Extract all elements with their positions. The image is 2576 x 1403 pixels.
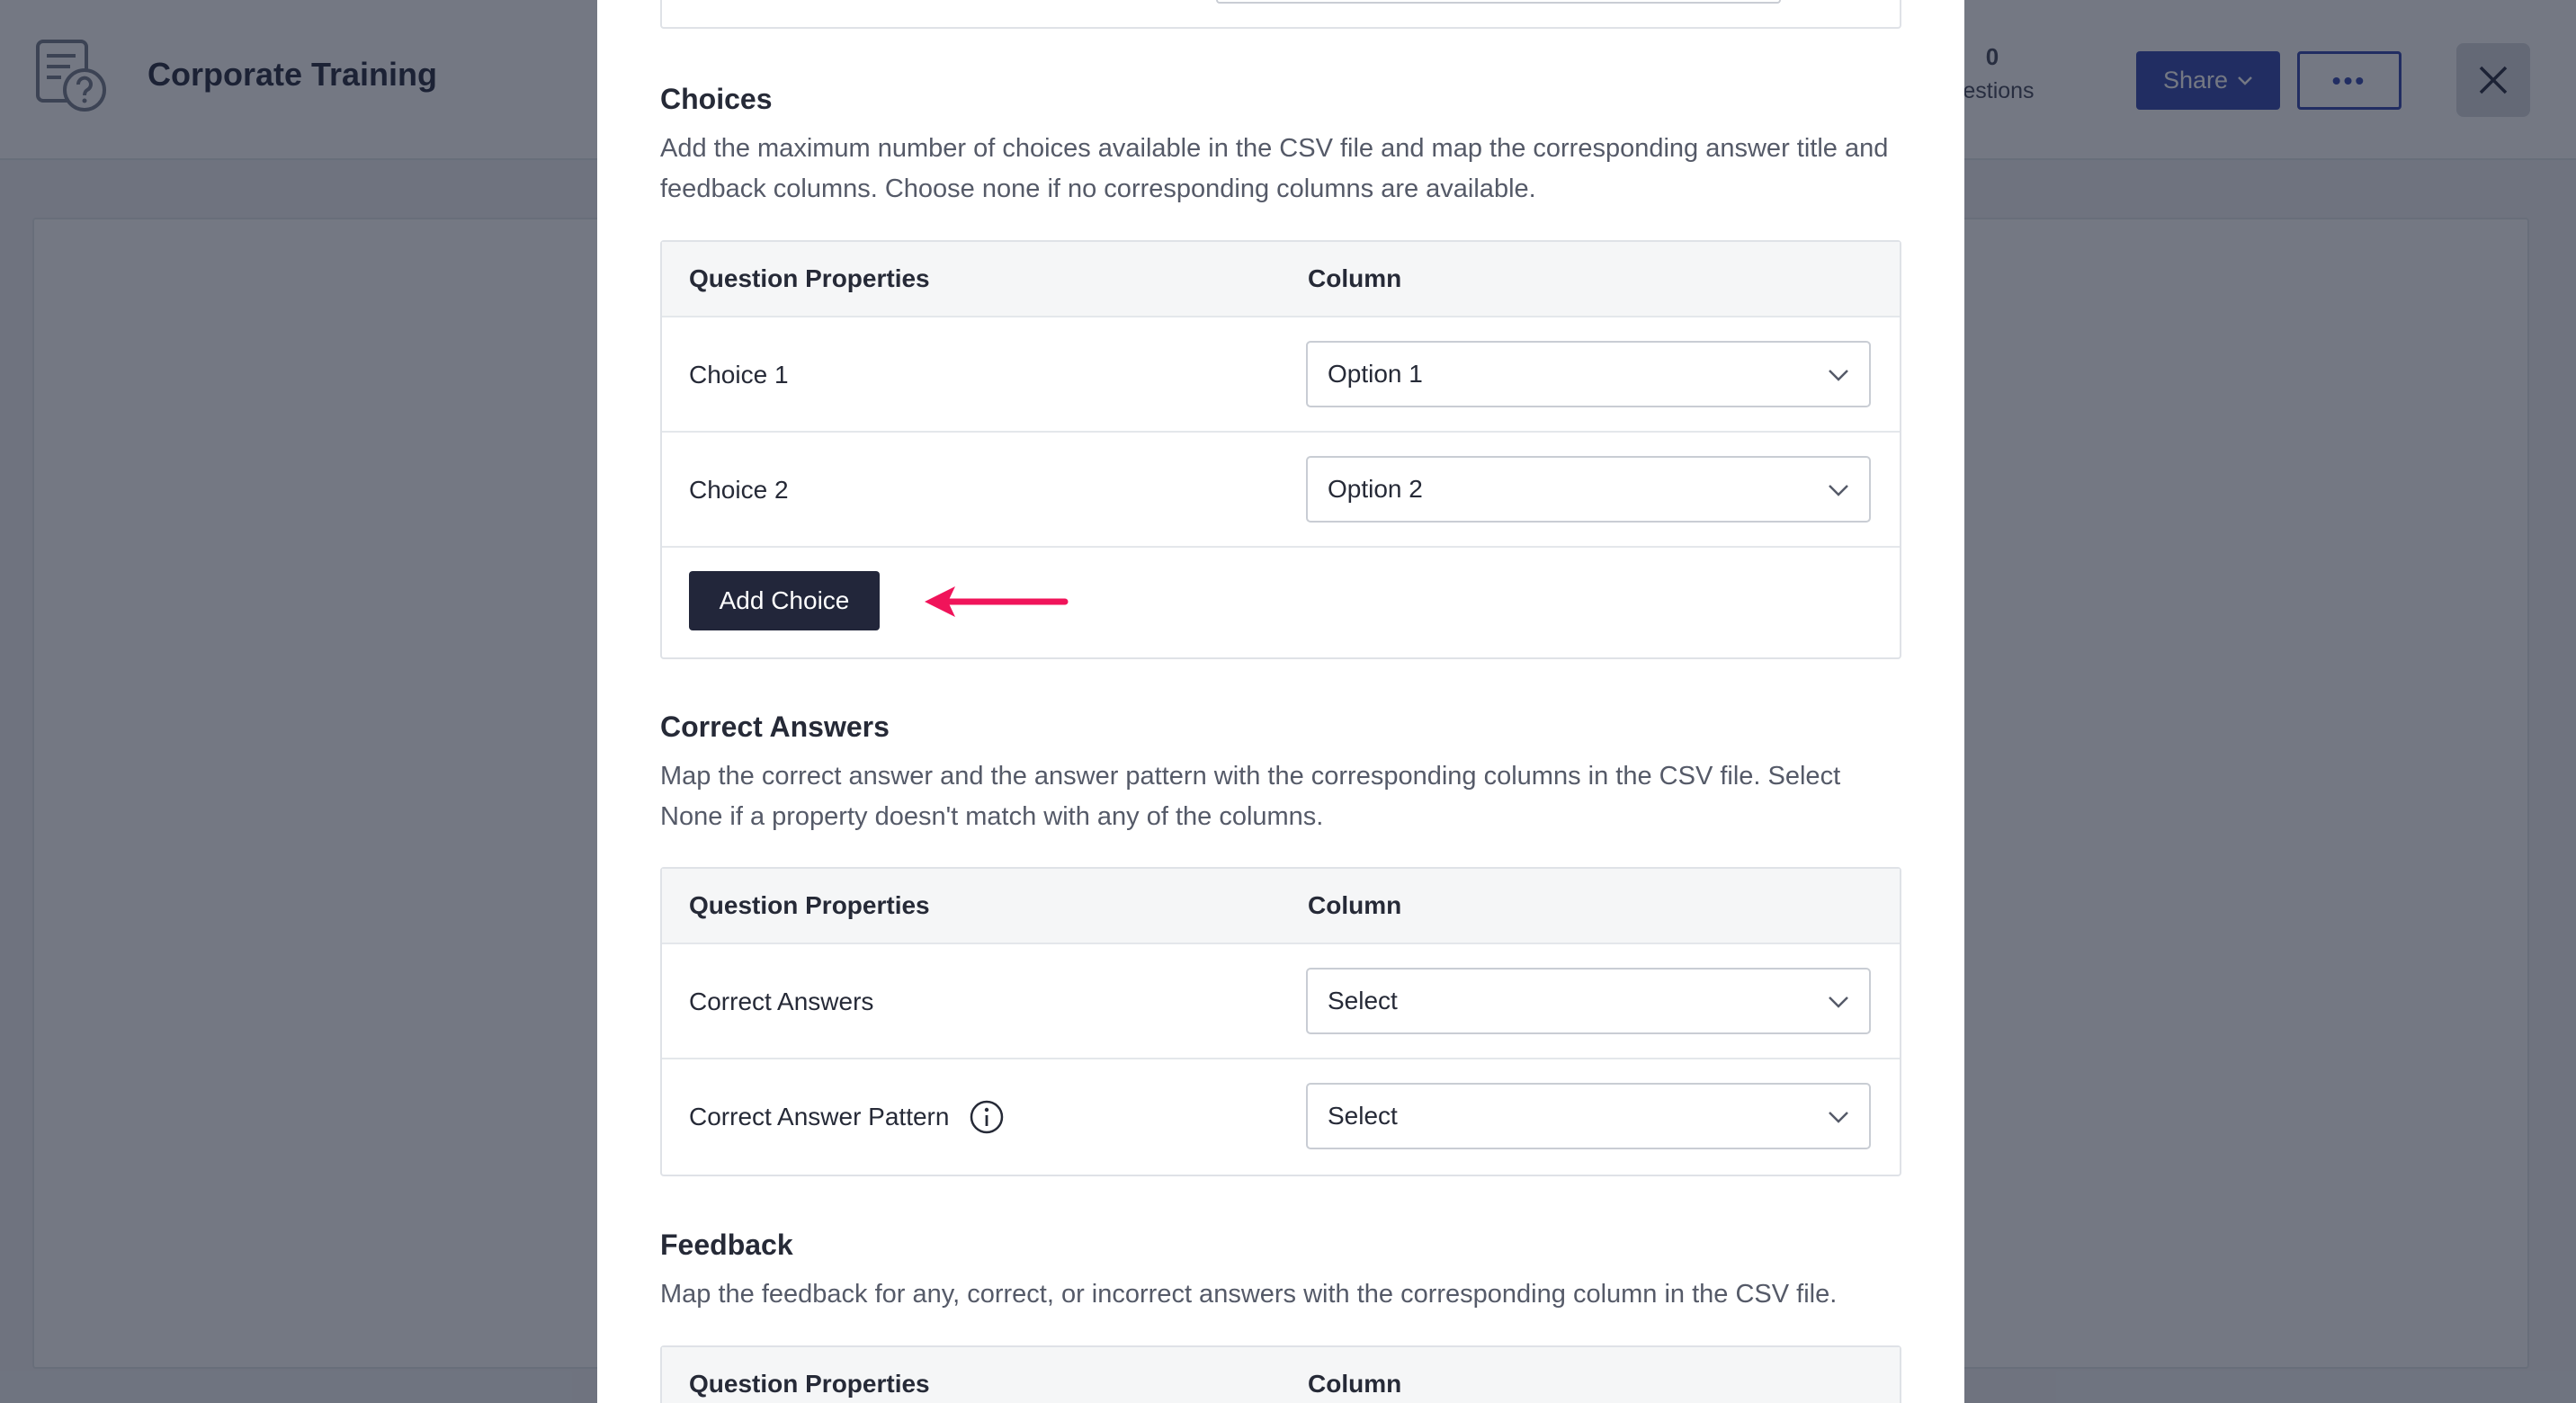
header-question-properties: Question Properties xyxy=(689,264,930,292)
chevron-down-icon xyxy=(1828,366,1849,384)
correct-answers-title: Correct Answers xyxy=(660,710,890,743)
header-column: Column xyxy=(1308,264,1402,292)
feedback-section xyxy=(660,1229,1901,1315)
chevron-down-icon xyxy=(1828,993,1849,1011)
chevron-down-icon xyxy=(1828,481,1849,499)
header-column: Column xyxy=(1308,891,1402,919)
table-row xyxy=(662,317,1900,433)
choice-1-select[interactable] xyxy=(1306,341,1871,407)
select-value: Select xyxy=(1328,987,1398,1014)
table-header xyxy=(662,869,1900,944)
chevron-down-icon xyxy=(1828,1108,1849,1126)
add-choice-row xyxy=(662,548,1900,657)
row-label: Choice 1 xyxy=(689,361,789,389)
choice-2-select[interactable] xyxy=(1306,456,1871,523)
row-label: Correct Answers xyxy=(689,987,874,1015)
header-column: Column xyxy=(1308,1370,1402,1398)
table-row xyxy=(662,433,1900,548)
row-label-with-info xyxy=(689,1059,1005,1175)
choices-table xyxy=(660,240,1901,659)
correct-answers-section xyxy=(660,710,1901,837)
select-value: Option 1 xyxy=(1328,360,1423,388)
add-choice-button[interactable]: Add Choice xyxy=(689,571,880,630)
row-label: Correct Answer Pattern xyxy=(689,1103,950,1130)
row-label: Choice 2 xyxy=(689,476,789,504)
previous-select-bottom[interactable] xyxy=(1216,0,1781,4)
choices-description: Add the maximum number of choices available in the CSV file and map the corresponding answer title and feedback columns. Choose none if no corresponding columns are available. xyxy=(660,134,1889,203)
annotation-arrow-icon xyxy=(923,584,1069,620)
correct-answer-pattern-select[interactable] xyxy=(1306,1083,1871,1149)
table-header xyxy=(662,242,1900,317)
feedback-table xyxy=(660,1345,1901,1403)
previous-table-bottom xyxy=(660,0,1901,29)
choices-title: Choices xyxy=(660,83,773,115)
table-header xyxy=(662,1347,1900,1403)
table-row xyxy=(662,1059,1900,1175)
csv-mapping-modal xyxy=(597,0,1964,1403)
select-value: Option 2 xyxy=(1328,475,1423,503)
correct-answers-table xyxy=(660,867,1901,1176)
feedback-title: Feedback xyxy=(660,1229,793,1261)
table-row xyxy=(662,944,1900,1059)
header-question-properties: Question Properties xyxy=(689,891,930,919)
info-icon[interactable] xyxy=(969,1099,1005,1135)
select-value: Select xyxy=(1328,1102,1398,1130)
correct-answers-description: Map the correct answer and the answer pattern with the corresponding columns in the CSV file. Select None if a property doesn't match with any of the columns. xyxy=(660,762,1841,831)
feedback-description: Map the feedback for any, correct, or incorrect answers with the corresponding column in the CSV file. xyxy=(660,1280,1838,1309)
choices-section xyxy=(660,83,1901,210)
correct-answers-select[interactable] xyxy=(1306,968,1871,1034)
header-question-properties: Question Properties xyxy=(689,1370,930,1398)
